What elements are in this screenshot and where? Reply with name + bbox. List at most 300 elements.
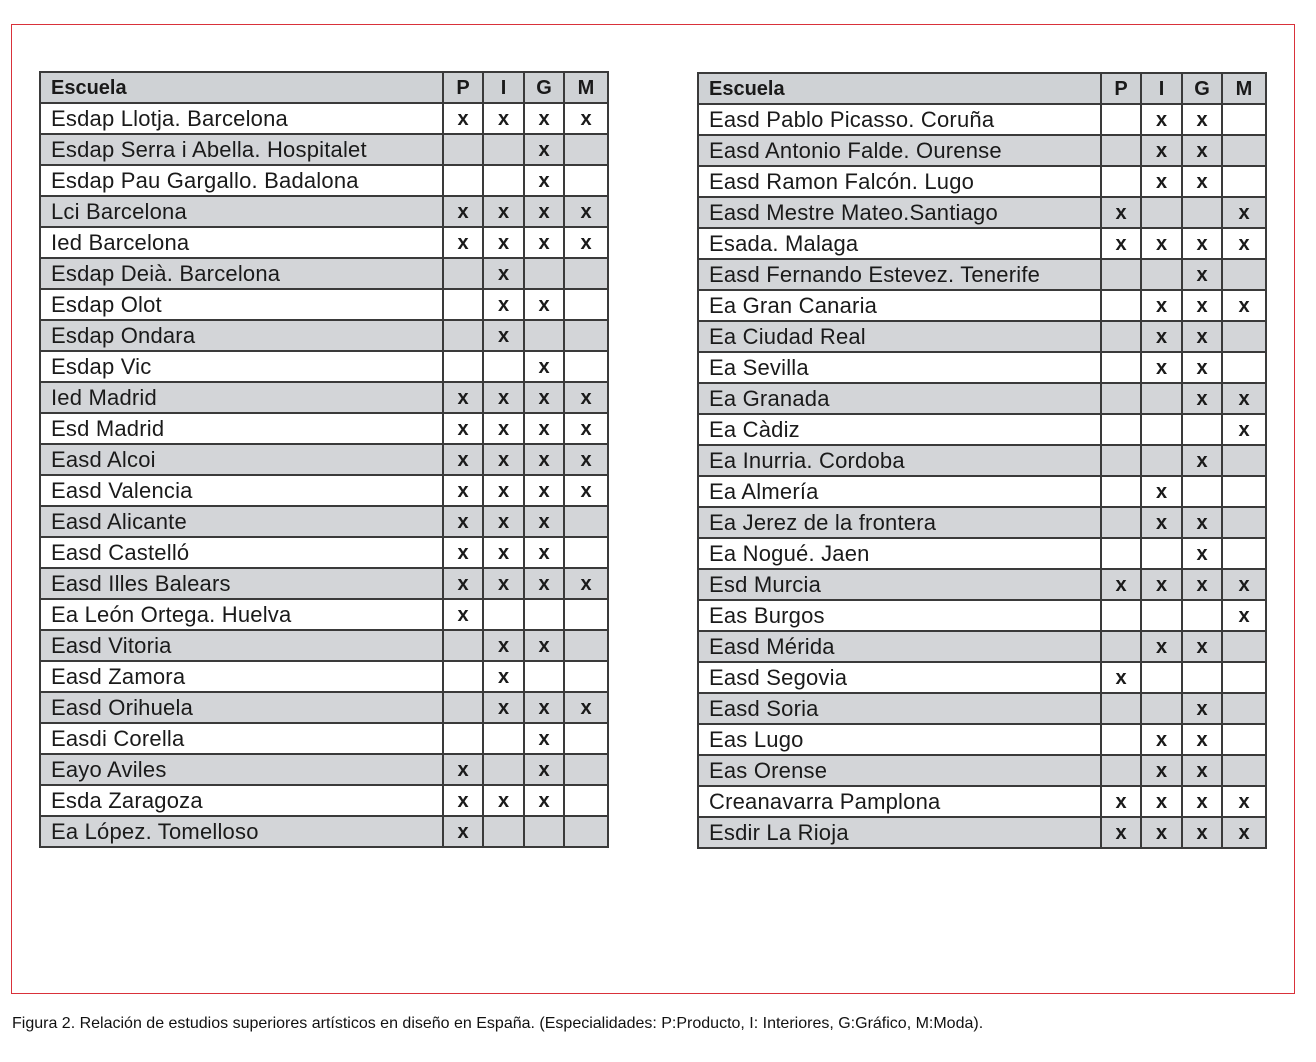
table-row [40, 227, 608, 258]
school-name: Esdir La Rioja [698, 817, 1101, 848]
specialty-i-cell: x [483, 506, 524, 537]
school-name: Eayo Aviles [40, 754, 443, 785]
specialty-m-cell [564, 165, 608, 196]
school-name: Ied Madrid [40, 382, 443, 413]
school-name: Easd Mérida [698, 631, 1101, 662]
specialty-p-cell: x [443, 382, 483, 413]
specialty-i-cell: x [483, 537, 524, 568]
specialty-i-cell: x [483, 289, 524, 320]
specialty-m-cell [564, 289, 608, 320]
specialty-p-cell: x [443, 568, 483, 599]
table-row [40, 816, 608, 847]
specialty-m-cell: x [1222, 414, 1266, 445]
table-row [698, 662, 1266, 693]
school-name: Esdap Ondara [40, 320, 443, 351]
specialty-m-cell: x [1222, 197, 1266, 228]
specialty-p-cell [443, 165, 483, 196]
specialty-m-cell [564, 630, 608, 661]
specialty-p-cell: x [443, 506, 483, 537]
specialty-i-cell: x [1141, 755, 1182, 786]
table-row [698, 135, 1266, 166]
specialty-i-cell [1141, 259, 1182, 290]
specialty-i-cell: x [1141, 786, 1182, 817]
specialty-i-cell: x [1141, 476, 1182, 507]
specialty-m-cell: x [1222, 786, 1266, 817]
school-name: Easd Soria [698, 693, 1101, 724]
specialty-i-cell [1141, 197, 1182, 228]
specialty-m-cell: x [564, 444, 608, 475]
specialty-m-cell: x [564, 692, 608, 723]
specialty-g-cell: x [1182, 383, 1222, 414]
specialty-g-cell: x [1182, 631, 1222, 662]
table-header-row [40, 72, 608, 103]
specialty-g-cell: x [524, 537, 564, 568]
specialty-p-cell [443, 723, 483, 754]
table-row [40, 661, 608, 692]
school-name: Easd Zamora [40, 661, 443, 692]
specialty-m-cell: x [564, 103, 608, 134]
specialty-p-cell: x [1101, 817, 1141, 848]
specialty-g-cell: x [524, 568, 564, 599]
specialty-g-cell: x [1182, 166, 1222, 197]
school-name: Esda Zaragoza [40, 785, 443, 816]
school-name: Ea León Ortega. Huelva [40, 599, 443, 630]
specialty-i-cell [483, 754, 524, 785]
specialty-m-cell [1222, 662, 1266, 693]
specialty-p-cell [1101, 631, 1141, 662]
specialty-p-cell: x [443, 413, 483, 444]
table-row [698, 259, 1266, 290]
table-row [698, 104, 1266, 135]
table-row [698, 290, 1266, 321]
specialty-i-cell: x [483, 196, 524, 227]
specialty-p-cell [1101, 166, 1141, 197]
schools-table-left [39, 71, 609, 848]
specialty-g-cell [524, 816, 564, 847]
table-row [698, 817, 1266, 848]
specialty-m-cell [1222, 135, 1266, 166]
specialty-p-cell [1101, 259, 1141, 290]
school-name: Easd Castelló [40, 537, 443, 568]
specialty-i-cell: x [1141, 569, 1182, 600]
table-row [40, 444, 608, 475]
specialty-m-cell: x [1222, 817, 1266, 848]
specialty-m-cell: x [1222, 600, 1266, 631]
specialty-i-cell: x [1141, 135, 1182, 166]
table-row [40, 258, 608, 289]
specialty-g-cell: x [1182, 445, 1222, 476]
school-name: Esd Murcia [698, 569, 1101, 600]
specialty-m-cell [564, 351, 608, 382]
specialty-g-cell: x [1182, 693, 1222, 724]
specialty-m-cell [1222, 538, 1266, 569]
specialty-m-cell [1222, 259, 1266, 290]
specialty-p-cell [1101, 135, 1141, 166]
school-name: Easd Alicante [40, 506, 443, 537]
specialty-g-cell: x [524, 785, 564, 816]
table-row [40, 537, 608, 568]
school-name: Lci Barcelona [40, 196, 443, 227]
table-row [40, 630, 608, 661]
specialty-g-cell: x [1182, 786, 1222, 817]
table-row [698, 476, 1266, 507]
table-row [698, 383, 1266, 414]
specialty-m-cell [564, 506, 608, 537]
specialty-i-cell: x [483, 382, 524, 413]
specialty-i-cell: x [1141, 817, 1182, 848]
specialty-p-cell [1101, 290, 1141, 321]
table-header-row [698, 73, 1266, 104]
specialty-m-cell [1222, 631, 1266, 662]
table-row [698, 724, 1266, 755]
specialty-i-cell [1141, 693, 1182, 724]
specialty-m-cell [1222, 166, 1266, 197]
specialty-m-cell [1222, 104, 1266, 135]
specialty-g-cell: x [1182, 352, 1222, 383]
specialty-p-cell: x [443, 537, 483, 568]
school-name: Ea López. Tomelloso [40, 816, 443, 847]
specialty-g-cell: x [1182, 569, 1222, 600]
school-name: Ied Barcelona [40, 227, 443, 258]
schools-table-right [697, 72, 1267, 849]
header-p: P [443, 72, 483, 103]
specialty-m-cell [1222, 507, 1266, 538]
table-row [698, 538, 1266, 569]
specialty-i-cell: x [483, 320, 524, 351]
specialty-g-cell: x [524, 692, 564, 723]
specialty-m-cell [1222, 724, 1266, 755]
specialty-m-cell: x [564, 227, 608, 258]
specialty-i-cell [1141, 538, 1182, 569]
header-m: M [564, 72, 608, 103]
specialty-m-cell: x [564, 413, 608, 444]
specialty-i-cell [1141, 662, 1182, 693]
specialty-p-cell [1101, 693, 1141, 724]
school-name: Eas Burgos [698, 600, 1101, 631]
specialty-m-cell [564, 258, 608, 289]
school-name: Eas Lugo [698, 724, 1101, 755]
school-name: Ea Nogué. Jaen [698, 538, 1101, 569]
specialty-p-cell: x [443, 754, 483, 785]
school-name: Easdi Corella [40, 723, 443, 754]
table-row [40, 351, 608, 382]
specialty-m-cell [564, 320, 608, 351]
specialty-m-cell [1222, 445, 1266, 476]
specialty-g-cell: x [524, 289, 564, 320]
school-name: Easd Mestre Mateo.Santiago [698, 197, 1101, 228]
specialty-i-cell: x [483, 103, 524, 134]
specialty-g-cell [1182, 600, 1222, 631]
specialty-g-cell: x [524, 723, 564, 754]
specialty-p-cell [443, 351, 483, 382]
specialty-m-cell: x [1222, 228, 1266, 259]
table-row [698, 321, 1266, 352]
school-name: Ea Almería [698, 476, 1101, 507]
specialty-i-cell [483, 165, 524, 196]
specialty-m-cell [564, 134, 608, 165]
specialty-i-cell: x [1141, 507, 1182, 538]
specialty-m-cell: x [564, 382, 608, 413]
school-name: Easd Fernando Estevez. Tenerife [698, 259, 1101, 290]
header-i: I [1141, 73, 1182, 104]
specialty-m-cell [1222, 755, 1266, 786]
specialty-m-cell [1222, 476, 1266, 507]
specialty-p-cell: x [443, 785, 483, 816]
specialty-g-cell [524, 320, 564, 351]
school-name: Esdap Olot [40, 289, 443, 320]
specialty-p-cell: x [443, 196, 483, 227]
specialty-i-cell: x [1141, 104, 1182, 135]
specialty-m-cell: x [564, 568, 608, 599]
table-row [698, 569, 1266, 600]
header-g: G [1182, 73, 1222, 104]
school-name: Easd Antonio Falde. Ourense [698, 135, 1101, 166]
specialty-g-cell: x [1182, 817, 1222, 848]
school-name: Creanavarra Pamplona [698, 786, 1101, 817]
specialty-g-cell [1182, 414, 1222, 445]
table-row [698, 445, 1266, 476]
table-row [40, 289, 608, 320]
specialty-i-cell: x [483, 227, 524, 258]
specialty-p-cell: x [1101, 228, 1141, 259]
specialty-i-cell [483, 599, 524, 630]
table-row [40, 692, 608, 723]
school-name: Esdap Vic [40, 351, 443, 382]
specialty-g-cell [524, 599, 564, 630]
specialty-p-cell [1101, 104, 1141, 135]
specialty-i-cell [1141, 445, 1182, 476]
school-name: Easd Vitoria [40, 630, 443, 661]
header-p: P [1101, 73, 1141, 104]
specialty-p-cell: x [443, 227, 483, 258]
specialty-i-cell: x [1141, 290, 1182, 321]
table-row [698, 631, 1266, 662]
school-name: Easd Ramon Falcón. Lugo [698, 166, 1101, 197]
specialty-m-cell [564, 723, 608, 754]
specialty-p-cell: x [443, 475, 483, 506]
specialty-g-cell: x [524, 134, 564, 165]
specialty-i-cell [483, 723, 524, 754]
header-i: I [483, 72, 524, 103]
school-name: Ea Gran Canaria [698, 290, 1101, 321]
table-row [698, 600, 1266, 631]
header-school: Escuela [40, 72, 443, 103]
specialty-p-cell [443, 320, 483, 351]
specialty-g-cell: x [1182, 290, 1222, 321]
specialty-m-cell [564, 599, 608, 630]
specialty-g-cell [1182, 662, 1222, 693]
specialty-g-cell [1182, 476, 1222, 507]
specialty-p-cell [1101, 600, 1141, 631]
specialty-g-cell [524, 661, 564, 692]
specialty-i-cell [1141, 600, 1182, 631]
table-row [698, 786, 1266, 817]
table-row [40, 568, 608, 599]
specialty-p-cell [1101, 383, 1141, 414]
table-row [698, 414, 1266, 445]
table-row [40, 196, 608, 227]
school-name: Easd Valencia [40, 475, 443, 506]
specialty-m-cell [1222, 321, 1266, 352]
specialty-p-cell: x [443, 103, 483, 134]
specialty-m-cell [564, 661, 608, 692]
table-row [40, 165, 608, 196]
table-row [40, 599, 608, 630]
specialty-g-cell: x [524, 475, 564, 506]
specialty-i-cell: x [483, 258, 524, 289]
specialty-p-cell [1101, 352, 1141, 383]
specialty-i-cell: x [483, 692, 524, 723]
header-g: G [524, 72, 564, 103]
specialty-g-cell [1182, 197, 1222, 228]
specialty-p-cell: x [1101, 569, 1141, 600]
specialty-g-cell: x [524, 196, 564, 227]
specialty-p-cell: x [1101, 197, 1141, 228]
specialty-m-cell [564, 785, 608, 816]
school-name: Easd Segovia [698, 662, 1101, 693]
specialty-p-cell: x [1101, 786, 1141, 817]
school-name: Easd Orihuela [40, 692, 443, 723]
specialty-p-cell [1101, 507, 1141, 538]
specialty-g-cell: x [1182, 135, 1222, 166]
specialty-g-cell: x [1182, 104, 1222, 135]
school-name: Esdap Pau Gargallo. Badalona [40, 165, 443, 196]
specialty-g-cell: x [524, 382, 564, 413]
specialty-p-cell [1101, 445, 1141, 476]
specialty-p-cell [443, 134, 483, 165]
specialty-p-cell [1101, 321, 1141, 352]
specialty-g-cell: x [1182, 755, 1222, 786]
specialty-i-cell [483, 134, 524, 165]
specialty-g-cell: x [524, 351, 564, 382]
specialty-i-cell: x [483, 661, 524, 692]
specialty-p-cell [443, 630, 483, 661]
school-name: Esada. Malaga [698, 228, 1101, 259]
table-row [698, 197, 1266, 228]
specialty-m-cell [564, 754, 608, 785]
school-name: Eas Orense [698, 755, 1101, 786]
specialty-m-cell: x [1222, 383, 1266, 414]
specialty-p-cell: x [443, 599, 483, 630]
table-row [40, 103, 608, 134]
school-name: Ea Jerez de la frontera [698, 507, 1101, 538]
specialty-p-cell [443, 258, 483, 289]
specialty-i-cell [483, 351, 524, 382]
specialty-m-cell [564, 537, 608, 568]
specialty-g-cell: x [1182, 538, 1222, 569]
school-name: Ea Sevilla [698, 352, 1101, 383]
specialty-g-cell: x [524, 165, 564, 196]
table-row [698, 228, 1266, 259]
school-name: Ea Granada [698, 383, 1101, 414]
table-row [40, 413, 608, 444]
specialty-i-cell [1141, 414, 1182, 445]
specialty-i-cell: x [483, 475, 524, 506]
table-row [698, 166, 1266, 197]
school-name: Ea Inurria. Cordoba [698, 445, 1101, 476]
specialty-i-cell: x [483, 568, 524, 599]
specialty-i-cell: x [483, 413, 524, 444]
table-row [40, 754, 608, 785]
specialty-i-cell: x [1141, 228, 1182, 259]
specialty-g-cell: x [524, 103, 564, 134]
specialty-g-cell: x [1182, 507, 1222, 538]
specialty-g-cell: x [524, 754, 564, 785]
specialty-i-cell: x [1141, 631, 1182, 662]
specialty-i-cell: x [483, 630, 524, 661]
school-name: Esd Madrid [40, 413, 443, 444]
specialty-g-cell: x [1182, 724, 1222, 755]
specialty-m-cell: x [1222, 290, 1266, 321]
specialty-i-cell: x [483, 785, 524, 816]
specialty-m-cell: x [564, 475, 608, 506]
specialty-g-cell: x [524, 506, 564, 537]
specialty-p-cell [443, 289, 483, 320]
specialty-g-cell: x [1182, 259, 1222, 290]
table-row [40, 134, 608, 165]
specialty-m-cell: x [564, 196, 608, 227]
specialty-i-cell [483, 816, 524, 847]
specialty-g-cell: x [524, 413, 564, 444]
school-name: Esdap Deià. Barcelona [40, 258, 443, 289]
school-name: Easd Alcoi [40, 444, 443, 475]
header-school: Escuela [698, 73, 1101, 104]
specialty-p-cell [1101, 476, 1141, 507]
table-row [698, 755, 1266, 786]
specialty-g-cell [524, 258, 564, 289]
table-row [40, 785, 608, 816]
specialty-p-cell [443, 661, 483, 692]
specialty-i-cell: x [1141, 166, 1182, 197]
school-name: Easd Pablo Picasso. Coruña [698, 104, 1101, 135]
figure-caption: Figura 2. Relación de estudios superiores artísticos en diseño en España. (Especialidades: P:Producto, I: Interiores, G:Gráfico, M:Moda). [12, 1015, 984, 1032]
specialty-p-cell: x [443, 444, 483, 475]
header-m: M [1222, 73, 1266, 104]
specialty-g-cell: x [524, 444, 564, 475]
school-name: Ea Ciudad Real [698, 321, 1101, 352]
specialty-p-cell [1101, 755, 1141, 786]
table-row [40, 723, 608, 754]
specialty-p-cell [1101, 724, 1141, 755]
specialty-g-cell: x [1182, 228, 1222, 259]
specialty-p-cell [443, 692, 483, 723]
specialty-p-cell [1101, 538, 1141, 569]
specialty-g-cell: x [524, 227, 564, 258]
table-row [40, 475, 608, 506]
specialty-p-cell: x [443, 816, 483, 847]
table-row [698, 507, 1266, 538]
school-name: Esdap Serra i Abella. Hospitalet [40, 134, 443, 165]
table-row [40, 320, 608, 351]
specialty-m-cell [1222, 352, 1266, 383]
specialty-i-cell: x [483, 444, 524, 475]
table-row [40, 382, 608, 413]
table-row [698, 352, 1266, 383]
specialty-g-cell: x [524, 630, 564, 661]
specialty-m-cell [1222, 693, 1266, 724]
specialty-m-cell [564, 816, 608, 847]
specialty-i-cell: x [1141, 724, 1182, 755]
table-row [698, 693, 1266, 724]
school-name: Esdap Llotja. Barcelona [40, 103, 443, 134]
specialty-m-cell: x [1222, 569, 1266, 600]
school-name: Ea Càdiz [698, 414, 1101, 445]
specialty-i-cell: x [1141, 321, 1182, 352]
specialty-i-cell: x [1141, 352, 1182, 383]
specialty-p-cell [1101, 414, 1141, 445]
school-name: Easd Illes Balears [40, 568, 443, 599]
specialty-p-cell: x [1101, 662, 1141, 693]
